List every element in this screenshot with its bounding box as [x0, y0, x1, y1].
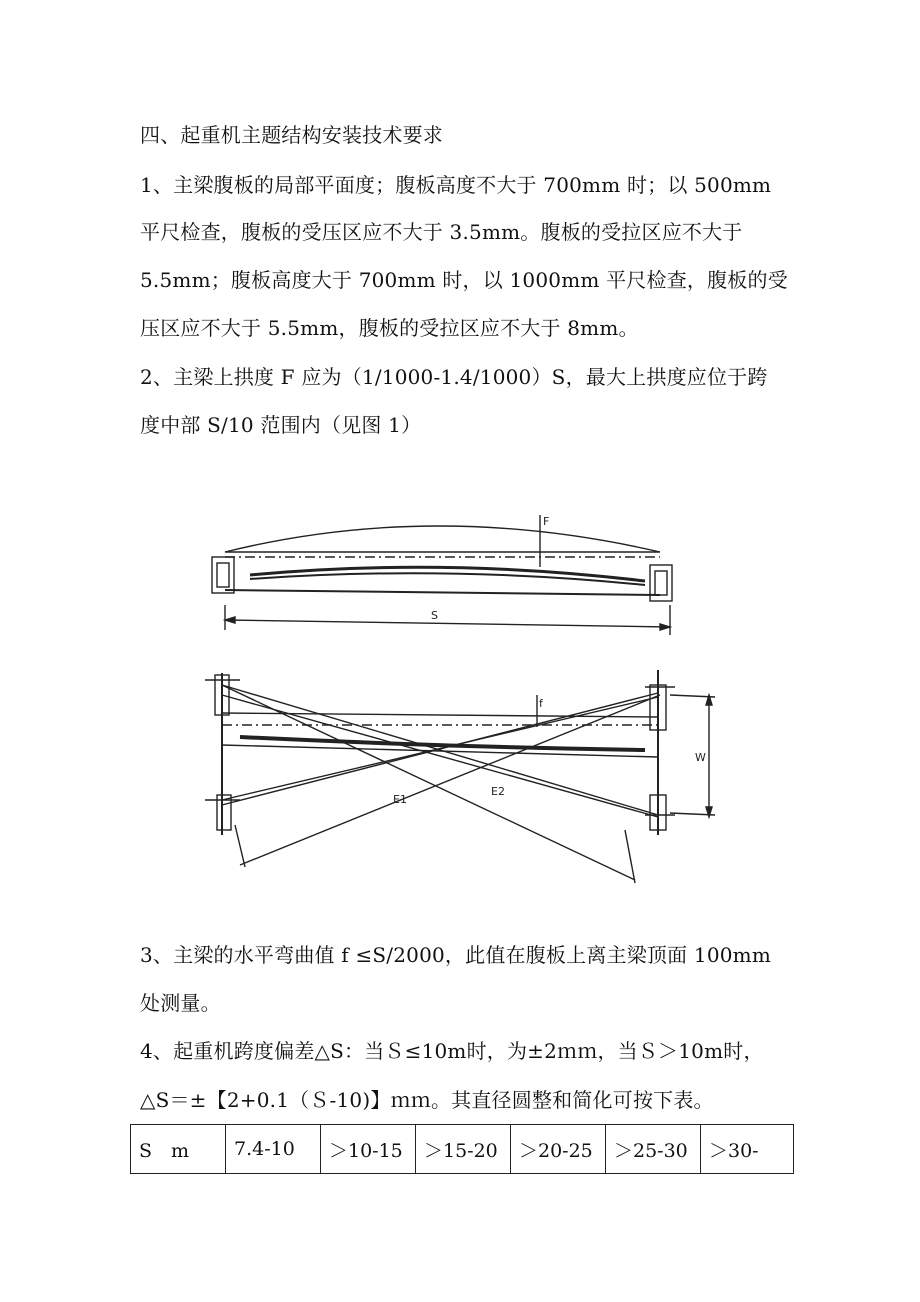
table-cell: ＞30- [701, 1125, 794, 1174]
table-cell-header: S m [131, 1125, 226, 1174]
table-cell: ＞15-20 [416, 1125, 511, 1174]
table-cell: ＞10-15 [321, 1125, 416, 1174]
label-e2: E2 [491, 785, 505, 798]
table-cell: 7.4-10 [226, 1125, 321, 1174]
item2-line-2: 度中部 S/10 范围内（见图 1） [140, 413, 422, 437]
item1-line-1: 1、主梁腹板的局部平面度；腹板高度不大于 700mm 时；以 500mm [140, 173, 772, 197]
item4-line-1: 4、起重机跨度偏差△S：当Ｓ≤10m时，为±2ｍｍ，当Ｓ＞10m时， [140, 1039, 764, 1063]
table-cell: ＞20-25 [511, 1125, 606, 1174]
label-f-top: F [543, 515, 550, 528]
table-cell: ＞25-30 [606, 1125, 701, 1174]
span-deviation-table [130, 1124, 794, 1174]
item2-line-1: 2、主梁上拱度 F 应为（1/1000-1.4/1000）S，最大上拱度应位于跨 [140, 365, 768, 389]
table-row [131, 1125, 794, 1174]
camber-arc [225, 526, 660, 552]
item1-line-4: 压区应不大于 5.5mm，腹板的受拉区应不大于 8mm。 [140, 316, 639, 340]
section-heading: 四、起重机主题结构安装技术要求 [140, 123, 443, 147]
label-f-bottom: f [539, 697, 543, 710]
item3-line-1: 3、主梁的水平弯曲值 f ≤S/2000，此值在腹板上离主梁顶面 100mm [140, 943, 771, 967]
label-e1: E1 [393, 793, 407, 806]
label-w: W [695, 751, 706, 764]
item1-line-3: 5.5mm；腹板高度大于 700mm 时，以 1000mm 平尺检查，腹板的受 [140, 268, 788, 292]
figure-1-crane-girder-diagram [195, 495, 745, 900]
label-s: S [431, 609, 438, 622]
item3-line-2: 处测量。 [140, 991, 221, 1015]
item1-line-2: 平尺检查，腹板的受压区应不大于 3.5mm。腹板的受拉区应不大于 [140, 220, 743, 244]
item4-line-2: △S＝±【2+0.1（Ｓ-10)】ｍｍ。其直径圆整和简化可按下表。 [140, 1088, 714, 1112]
